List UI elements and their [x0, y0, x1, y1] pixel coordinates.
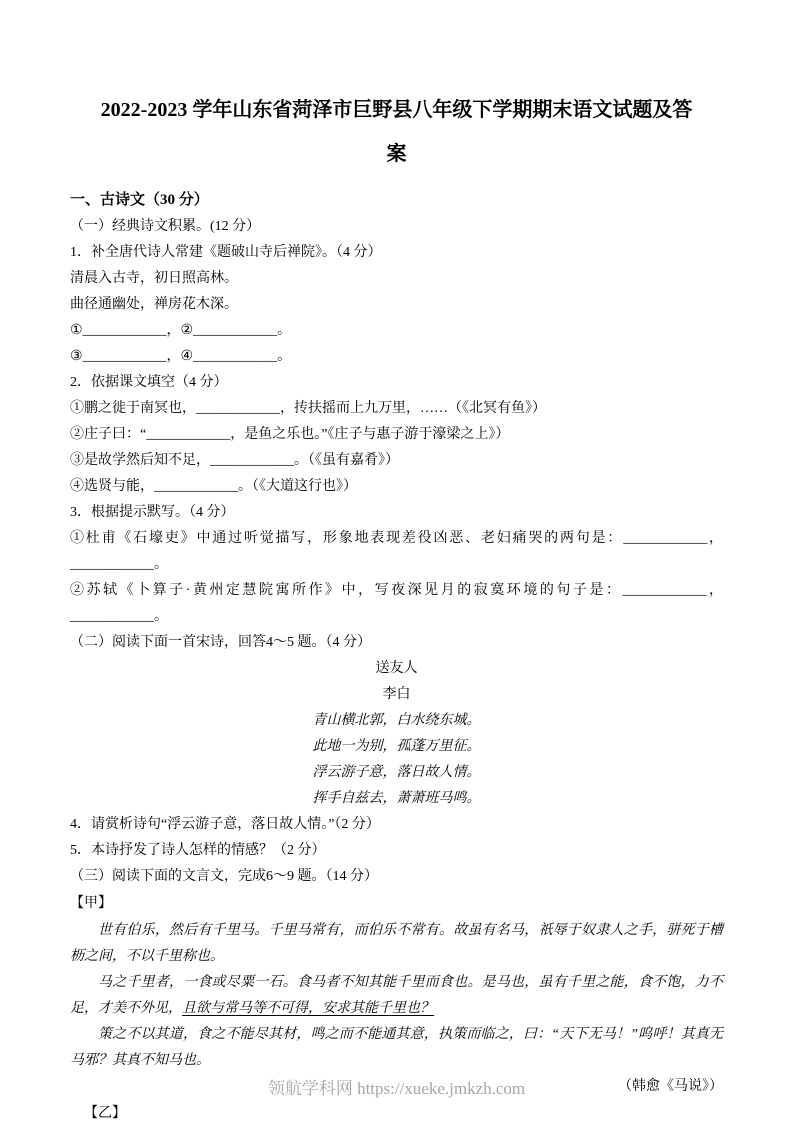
question-1-prompt: 1．补全唐代诗人常建《题破山寺后禅院》。（4 分） [70, 245, 382, 260]
question-1-blank-line-2: ③____________，④____________。 [70, 349, 292, 364]
passage-jia-paragraph-3: 策之不以其道，食之不能尽其材，鸣之而不能通其意，执策而临之，曰：“天下无马！”呜呼！其真无马邪？其真不知马也。 [70, 1027, 723, 1068]
passage-jia-attribution: （韩愈《马说》） [618, 1079, 723, 1094]
passage-jia-paragraph-2-text: 马之千里者，一食或尽粟一石。食马者不知其能千里而食也。是马也，虽有千里之能，食不饱，力不足，才美不外见， [70, 975, 723, 1016]
poem-title: 送友人 [375, 661, 418, 676]
question-3-prompt: 3．根据提示默写。（4 分） [70, 505, 235, 520]
question-2-item-2: ②庄子曰：“____________，是鱼之乐也。”《庄子与惠子游于濠梁之上》） [70, 427, 510, 442]
question-2-prompt: 2．依据课文填空（4 分） [70, 375, 228, 390]
passage-jia-paragraph-2-underlined-text: 且欲与常马等不可得，安求其能千里也？ [182, 1001, 434, 1016]
page-title-line1: 2022-2023 学年山东省菏泽市巨野县八年级下学期期末语文试题及答 [100, 99, 693, 121]
question-1-verse-1: 清晨入古寺，初日照高林。 [70, 271, 238, 286]
part3-heading: （三）阅读下面的文言文，完成6～9 题。（14 分） [70, 869, 378, 884]
poem-line-2: 此地一为别，孤蓬万里征。 [312, 739, 481, 754]
part2-heading: （二）阅读下面一首宋诗，回答4～5 题。（4 分） [70, 635, 371, 650]
page-title-line2: 案 [386, 143, 407, 165]
poem-line-4: 挥手自兹去，萧萧班马鸣。 [312, 791, 481, 806]
poem-author: 李白 [382, 687, 411, 702]
site-watermark: 领航学科网 https://xueke.jmkzh.com [267, 1079, 526, 1098]
passage-jia-paragraph-1: 世有伯乐，然后有千里马。千里马常有，而伯乐不常有。故虽有名马，祇辱于奴隶人之手，骈死于槽枥之间，不以千里称也。 [70, 923, 723, 964]
section-heading-classical: 一、古诗文（30 分） [70, 192, 209, 208]
passage-jia-paragraph-2 [70, 970, 723, 1022]
question-1-blank-line-1: ①____________，②____________。 [70, 323, 292, 338]
question-2-item-3: ③是故学然后知不足，____________。（《虽有嘉肴》） [70, 453, 399, 468]
poem-line-1: 青山横北郭，白水绕东城。 [312, 713, 481, 728]
page-title [70, 88, 723, 176]
question-2-item-1: ①鹏之徙于南冥也，____________，抟扶摇而上九万里，……（《北冥有鱼》） [70, 401, 546, 416]
poem-line-3: 浮云游子意，落日故人情。 [312, 765, 481, 780]
passage-yi-label: 【乙】 [84, 1106, 126, 1121]
question-5-prompt: 5．本诗抒发了诗人怎样的情感？（2 分） [70, 843, 326, 858]
part1-heading: （一）经典诗文积累。(12 分） [70, 219, 261, 234]
question-3-item-1: ①杜甫《石壕吏》中通过听觉描写，形象地表现差役凶恶、老妇痛哭的两句是：____________，____________。 [70, 531, 723, 572]
question-2-item-4: ④选贤与能，____________。（《大道这行也》） [70, 479, 357, 494]
question-1-verse-2: 曲径通幽处，禅房花木深。 [70, 297, 238, 312]
question-3-item-2: ②苏轼《卜算子·黄州定慧院寓所作》中，写夜深见月的寂寞环境的句子是：____________，____________。 [70, 583, 723, 624]
question-4-prompt: 4．请赏析诗句“浮云游子意，落日故人情。”（2 分） [70, 817, 380, 832]
passage-jia-label: 【甲】 [70, 896, 112, 911]
